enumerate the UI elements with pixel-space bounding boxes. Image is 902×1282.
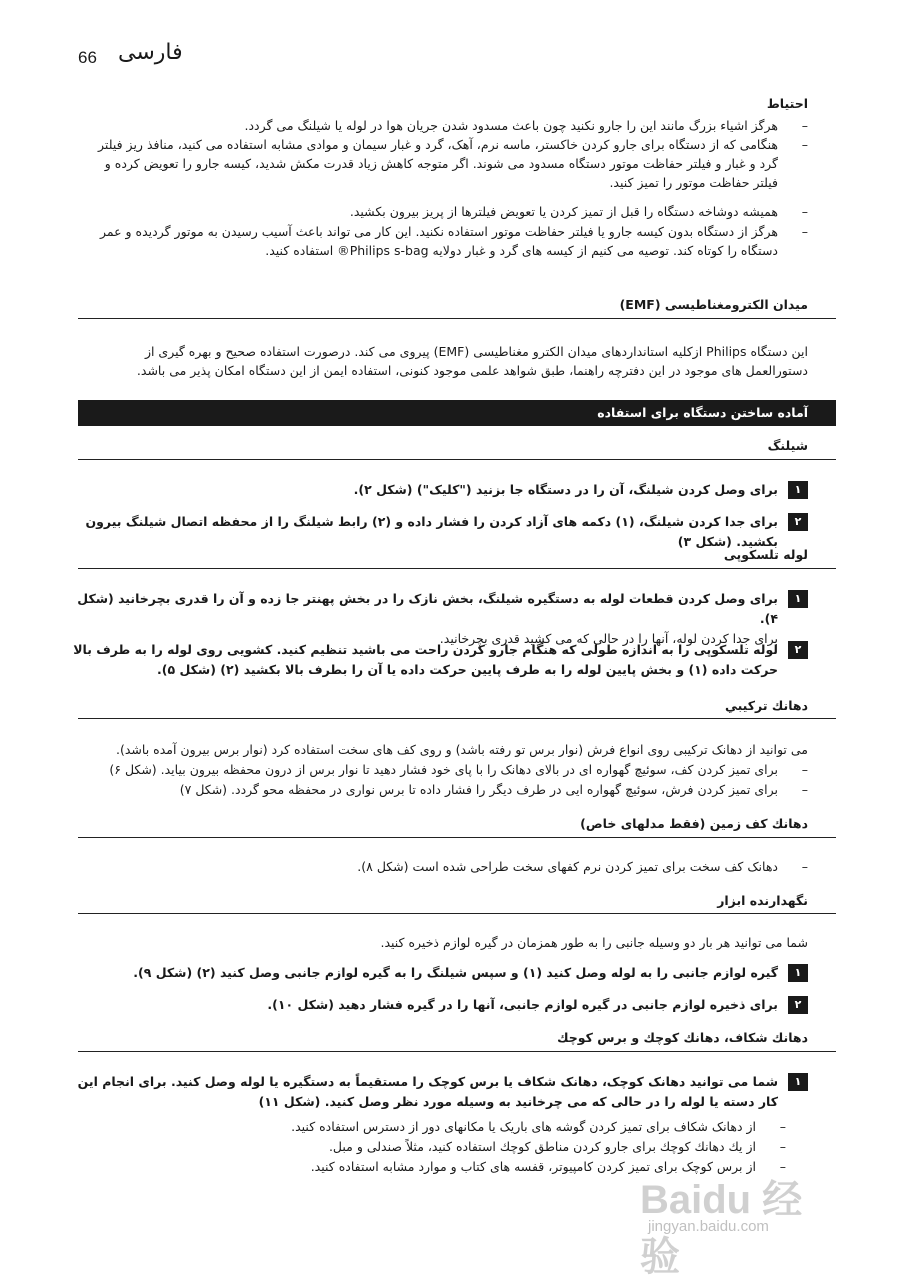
caution-bullet-2: – هنگامی که از دستگاه برای جارو کردن خاکستر، ماسه نرم، آهک، گرد و غبار سیمان و موادی مشابه استفاده می کنید، منافذ ریز فیلتر گرد و غبار و فیلتر حفاظت موتور دستگاه مسدود می شوند. اگر متوجه کاهش زیاد قدرت مکش شدید، کیسه جارو را تعویض کرده و فیلتر حفاظت موتور را تمیز کنید. <box>98 137 808 190</box>
tube-step-2: ۲ لوله تلسکوپی را به اندازه طولی که هنگام جارو کردن راحت می باشید تنظیم کنید. کشویی روی لوله را به طرف بالا حرکت داده (۱) و بخش پایین لوله را به طرف پایین حرکت داده یا آن را بطرف بالا بکشید (۲) (شکل ۵). <box>68 640 808 680</box>
crevice-step-1: ۱ شما می توانید دهانک کوچک، دهانک شکاف یا برس کوچک را مستقیماً به دستگیره یا لوله وصل کنید. برای انجام این کار دسته یا لوله را در حالی که می چرخانید به وسیله مورد نظر وصل کنید. (شکل ۱۱) <box>68 1072 808 1112</box>
caution-bullet-1: – هرگز اشیاء بزرگ مانند این را جارو نکنید چون باعث مسدود شدن جریان هوا در لوله یا شیلنگ می گردد. <box>244 118 808 133</box>
crevice-bullet-3: – از برس کوچک برای تمیز کردن کامپیوتر، قفسه های کتاب و موارد مشابه استفاده کنید. <box>310 1159 786 1174</box>
caution-title: احتیاط <box>766 96 808 111</box>
holder-step-2: ۲ برای ذخیره لوازم جانبی در گیره لوازم جانبی، آنها را در گیره فشار دهید (شکل ۱۰). <box>68 995 808 1015</box>
holder-step-1: ۱ گیره لوازم جانبی را به لوله وصل کنید (۱) و سپس شیلنگ را به گیره لوازم جانبی وصل کنید (۲) (شکل ۹). <box>68 963 808 983</box>
tube-step-1: ۱ برای وصل کردن قطعات لوله به دستگیره شیلنگ، بخش نازک را در بخش پهنتر جا زده و آن را قدری بچرخانید (شکل ۴). برای جدا کردن لوله، آنها را در حالی که می کشید قدری بچرخانید. <box>68 589 808 649</box>
emf-rule <box>78 318 836 319</box>
crevice-title: دهانك شكاف، دهانك كوچك و برس كوچك <box>557 1030 808 1045</box>
caution-bullet-3: – همیشه دوشاخه دستگاه را قبل از تمیز کردن یا تعویض فیلترها از پریز بیرون بکشید. <box>349 204 808 219</box>
watermark-url: jingyan.baidu.com <box>648 1218 769 1235</box>
floor-title: دهانك كف زمين (فقط مدلهای خاص) <box>580 816 808 831</box>
holder-rule <box>78 913 836 914</box>
crevice-bullet-1: – از دهانک شکاف برای تمیز کردن گوشه های باریک یا مکانهای دور از دسترس استفاده کنید. <box>291 1119 786 1134</box>
floor-bullet: – دهانک کف سخت برای تمیز کردن نرم کفهای سخت طراحی شده است (شکل ۸). <box>357 859 808 874</box>
combi-bullet-1: – برای تمیز کردن کف، سوئیچ گهواره ای در بالای دهانک را با پای خود فشار دهید تا نوار برس از درون محفظه بیرون بیاید. (شکل ۶) <box>109 762 808 777</box>
combi-rule <box>78 718 836 719</box>
holder-title: نگهدارنده ابزار <box>717 893 808 908</box>
hose-step-1: ۱ برای وصل کردن شیلنگ، آن را در دستگاه جا بزنید ("کلیک") (شکل ۲). <box>68 480 808 500</box>
page-number: 66 <box>78 48 97 67</box>
hose-rule <box>78 459 836 460</box>
floor-rule <box>78 837 836 838</box>
tube-title: لوله تلسکوپی <box>723 547 808 562</box>
crevice-bullet-2: – از يك دهانك كوچك برای جارو كردن مناطق كوچك استفاده كنيد، مثلاً صندلی و مبل. <box>328 1139 786 1154</box>
holder-text: شما می توانید هر بار دو وسیله جانبی را به طور همزمان در گیره لوازم ذخیره کنید. <box>380 935 808 950</box>
section-bar <box>78 400 836 426</box>
hose-step-2: ۲ برای جدا کردن شیلنگ، (۱) دکمه های آزاد کردن را فشار داده و (۲) رابط شیلنگ را از محفظه اتصال شیلنگ بیرون بکشید. (شکل ۳) <box>68 512 808 552</box>
baidu-watermark <box>640 1168 840 1279</box>
crevice-rule <box>78 1051 836 1052</box>
section-bar-title: آماده ساختن دستگاه برای استفاده <box>597 405 808 420</box>
combi-title: دهانك تركيبي <box>724 698 808 713</box>
watermark-brand: Baidu 经验 <box>640 1178 803 1279</box>
emf-text: این دستگاه Philips ازکلیه استانداردهای میدان الکترو مغناطیسی (EMF) پیروی می کند. درصورت استفاده صحیح و بهره گیری از دستورالعمل های موجود در این دفترچه راهنما، طبق شواهد علمی موجود کنونی، استفاده ایمن از این دستگاه امکان پذیر می باشد. <box>136 344 808 378</box>
emf-title: میدان الکترومغناطیسی (EMF) <box>619 297 808 312</box>
caution-bullet-4: – هرگز از دستگاه بدون کیسه جارو یا فیلتر حفاظت موتور استفاده نکنید. این کار می تواند باعث آسیب رسیدن به موتور گردیده و عمر دستگاه را کوتاه کند. توصیه می کنیم از کیسه های گرد و غبار دولایه Philips s-bag® استفاده کنید. <box>99 224 808 258</box>
combi-bullet-2: – برای تمیز کردن فرش، سوئیچ گهواره ایی در طرف دیگر را فشار داده تا برس نواری در محفظه محو گردد. (شکل ۷) <box>179 782 808 797</box>
tube-rule <box>78 568 836 569</box>
hose-title: شیلنگ <box>767 438 808 453</box>
combi-text: می توانید از دهانک ترکیبی روی انواع فرش (نوار برس تو رفته باشد) و روی کف های سخت استفاده کرد (نوار برس بیرون آمده باشد). <box>116 742 808 757</box>
language-label: فارسی <box>118 40 183 65</box>
